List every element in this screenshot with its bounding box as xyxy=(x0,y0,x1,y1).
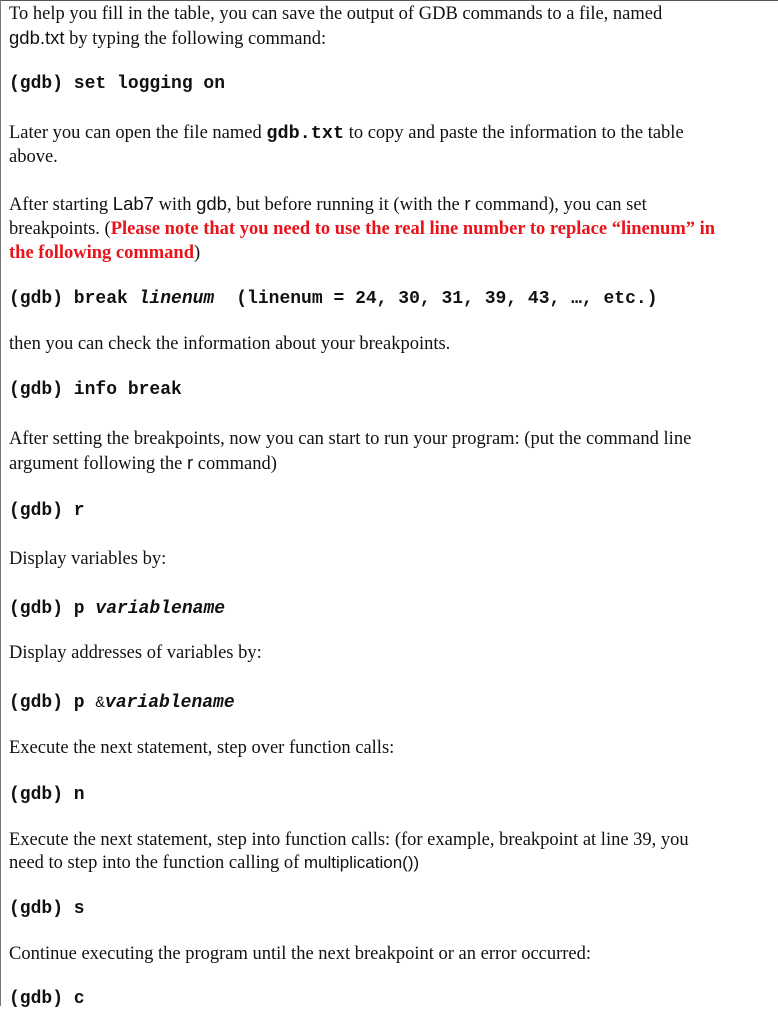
later-line-1: Later you can open the file named gdb.txt to copy and paste the information to the table xyxy=(9,123,684,144)
then-check-text: then you can check the information about your breakpoints. xyxy=(9,334,451,354)
r-command-ref: r xyxy=(464,193,471,214)
exec-step-line-1: Execute the next statement, step into function calls: (for example, breakpoint at line 39, you xyxy=(9,830,689,850)
after-set-line-1: After setting the breakpoints, now you can start to run your program: (put the command line xyxy=(9,429,692,449)
ampersand: & xyxy=(95,694,106,712)
command-step: (gdb) s xyxy=(9,899,85,919)
after-start-line-1: After starting Lab7 with gdb, but before running it (with the r command), you can set xyxy=(9,193,647,215)
gdb-name: gdb xyxy=(196,193,227,214)
linenum-values-note: (linenum = 24, 30, 31, 39, 43, …, etc.) xyxy=(236,289,658,309)
variablename-arg-2: variablename xyxy=(105,693,235,713)
gdb-txt-filename-bold: gdb.txt xyxy=(266,123,345,144)
linenum-warning-cont: the following command xyxy=(9,243,194,263)
intro-line-1: To help you fill in the table, you can save the output of GDB commands to a file, named xyxy=(9,4,663,24)
gdb-txt-filename: gdb.txt xyxy=(9,27,65,48)
r-command-ref-2: r xyxy=(186,452,194,473)
command-continue: (gdb) c xyxy=(9,989,85,1009)
linenum-arg: linenum xyxy=(138,289,215,309)
later-line-2: above. xyxy=(9,147,58,167)
exec-step-line-2: need to step into the function calling of multiplication()) xyxy=(9,853,420,873)
exec-next-text: Execute the next statement, step over function calls: xyxy=(9,738,395,758)
after-start-line-2: breakpoints. (Please note that you need to use the real line number to replace “linenum” in xyxy=(9,219,716,239)
after-start-line-3: the following command) xyxy=(9,243,201,263)
lab7-name: Lab7 xyxy=(112,193,154,214)
command-run: (gdb) r xyxy=(9,501,85,521)
continue-text: Continue executing the program until the next breakpoint or an error occurred: xyxy=(9,944,592,964)
command-break: (gdb) break linenum (linenum = 24, 30, 31, 39, 43, …, etc.) xyxy=(9,289,658,309)
variablename-arg: variablename xyxy=(95,599,226,619)
command-set-logging: (gdb) set logging on xyxy=(9,74,226,94)
multiplication-function: multiplication()) xyxy=(303,853,420,872)
command-next: (gdb) n xyxy=(9,785,85,805)
display-addr-text: Display addresses of variables by: xyxy=(9,643,262,663)
command-info-break: (gdb) info break xyxy=(9,380,182,400)
intro-line-2: gdb.txt by typing the following command: xyxy=(9,27,327,49)
command-print-address: (gdb) p &variablename xyxy=(9,693,235,713)
display-vars-text: Display variables by: xyxy=(9,549,167,569)
command-print: (gdb) p variablename xyxy=(9,599,226,619)
linenum-warning: Please note that you need to use the real line number to replace “linenum” in xyxy=(110,219,716,239)
after-set-line-2: argument following the r command) xyxy=(9,452,277,474)
